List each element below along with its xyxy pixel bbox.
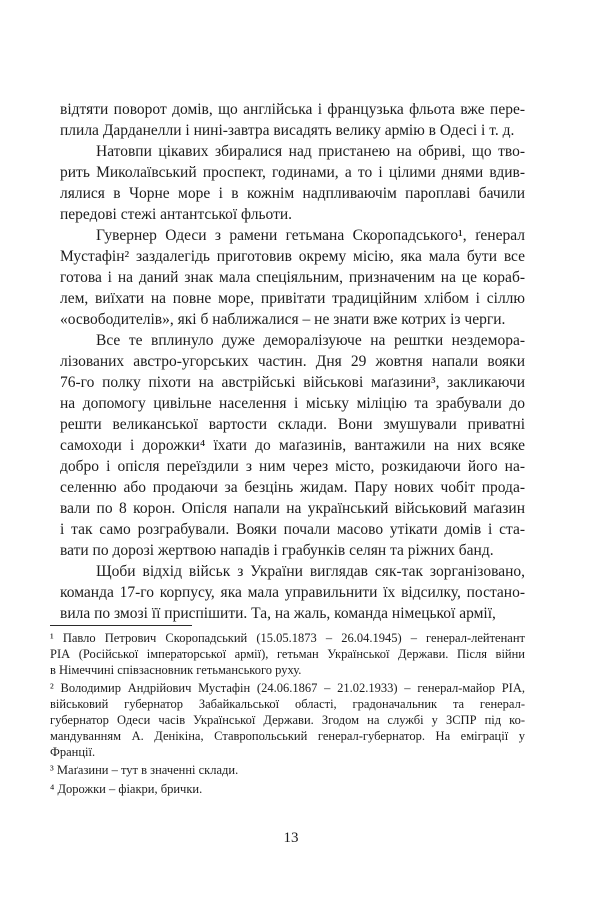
text-line: 76-го полку піхоти на австрійські військові маґазини³, закликаючи (60, 374, 525, 391)
footnote-item (50, 631, 525, 678)
text-line: Франції. (50, 744, 96, 759)
text-line: лем, виїхати на повне море, привітати традиційним хлібом і сіллю (60, 290, 525, 307)
text-line: Щоби відхід військ з України виглядав сяк-так зорганізовано, (96, 563, 525, 580)
footnote-item (50, 782, 525, 798)
text-line: губернатор Одеси часів Української Держави. Згодом на службі у ЗСПР під ко- (50, 712, 525, 727)
text-line: рить Миколаївський проспект, годинами, а то і цілими днями вдив- (60, 164, 525, 181)
text-line: «освободителів», які б наближалися – не знати вже котрих із черги. (60, 311, 506, 328)
footnotes (50, 631, 525, 801)
text-line: Гувернер Одеси з рамени гетьмана Скоропадського¹, ґенерал (96, 227, 525, 244)
text-line: плила Дарданелли і нині-завтра висадять велику армію в Одесі і т. д. (60, 122, 515, 139)
text-line: в Німеччині співзасновник гетьманського руху. (50, 662, 302, 677)
text-line: добро і опісля переїздили з ним через місто, розкидаючи його на- (60, 458, 525, 475)
text-line: вали по 8 корон. Опісля напали на український військовий маґазин (60, 500, 525, 517)
footnote-item (50, 763, 525, 779)
text-line: РІА (Російської імператорської армії), гетьман Української Держави. Після війни (50, 646, 525, 661)
text-line: військовий губернатор Забайкальської області, градоначальник та генерал- (50, 697, 525, 712)
text-line: лялися в Чорне море і в кожнім надпливаючім пароплаві бачили (60, 185, 525, 202)
text-line: Натовпи цікавих збиралися над пристанею на обриві, що тво- (96, 143, 525, 160)
footnote-separator (50, 625, 192, 626)
text-line: лізованих австро-угорських частин. Дня 29 жовтня напали вояки (60, 353, 525, 370)
text-line: і так само розграбували. Вояки почали масово утікати домів і ста- (60, 521, 525, 538)
text-line: готова і на даний знак мала спеціяльним, призначеним на це кораб- (60, 269, 525, 286)
text-line: Мустафін² заздалегідь приготовив окрему місію, яка мала бути все (60, 248, 525, 265)
text-line: самоходи і дорожки⁴ їхати до маґазинів, вантажили на них всяке (60, 437, 525, 454)
text-line: мандуванням А. Денікіна, Ставропольський генерал-губернатор. На еміграції у (50, 728, 525, 743)
text-line: відтяти поворот домів, що англійська і французька фльота вже пере- (60, 101, 525, 118)
text-line: ² Володимир Андрійович Мустафін (24.06.1867 – 21.02.1933) – генерал-майор РІА, (50, 681, 525, 696)
body-text (60, 99, 525, 624)
text-line: селенню або продаючи за безцінь жидам. Пару нових чобіт прода- (60, 479, 525, 496)
text-line: вила по змозі її приспішити. Та, на жаль, команда німецької армії, (60, 605, 496, 622)
text-line: вати по дорозі жертвою нападів і грабунків селян та ріжних банд. (60, 542, 494, 559)
text-line: на допомогу цивільне населення і міську міліцію та зрабували до (60, 395, 525, 412)
text-line: ³ Маґазини – тут в значенні склади. (50, 763, 239, 778)
text-line: команда 17-го корпусу, яка мала управильнити їх відсилку, постано- (60, 584, 525, 601)
text-line: передові стежі антантської фльоти. (60, 206, 293, 223)
text-line: Все те вплинуло дуже деморалізуюче на рештки нездемора- (96, 332, 525, 349)
footnote-item (50, 681, 525, 760)
text-line: ¹ Павло Петрович Скоропадський (15.05.1873 – 26.04.1945) – генерал-лейтенант (50, 631, 525, 645)
page-number: 13 (283, 830, 299, 846)
text-line: ⁴ Дорожки – фіакри, брички. (50, 782, 203, 797)
text-line: решти великанської вартости склади. Вони змушували приватні (60, 416, 525, 433)
